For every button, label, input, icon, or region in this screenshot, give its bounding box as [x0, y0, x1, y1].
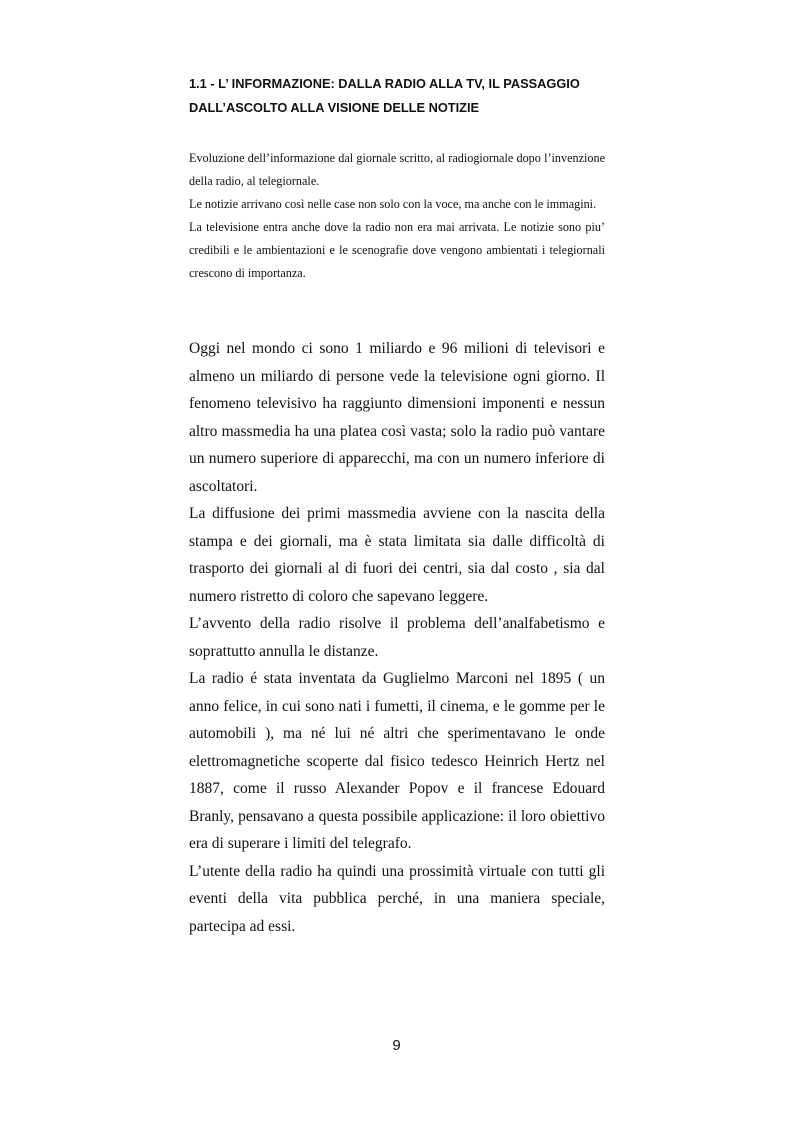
- body-paragraph: L’avvento della radio risolve il problema dell’analfabetismo e soprattutto annulla le distanze.: [189, 615, 605, 660]
- abstract-paragraph: Le notizie arrivano così nelle case non solo con la voce, ma anche con le immagini.: [189, 197, 597, 211]
- section-abstract: [189, 147, 605, 285]
- section-heading: [189, 72, 629, 120]
- body-paragraph: La diffusione dei primi massmedia avviene con la nascita della stampa e dei giornali, ma è stata limitata sia dalle difficoltà di trasporto dei giornali al di fuori dei centri, sia dal costo , sia dal numero ristretto di coloro che sapevano leggere.: [189, 505, 605, 605]
- page-number: 9: [392, 1037, 401, 1054]
- abstract-paragraph: La televisione entra anche dove la radio non era mai arrivata. Le notizie sono piu’ credibili e le ambientazioni e le scenografie dove vengono ambientati i telegiornali crescono di importanza.: [189, 220, 605, 280]
- body-text: [189, 335, 605, 940]
- section-heading-line-2: DALL’ASCOLTO ALLA VISIONE DELLE NOTIZIE: [189, 100, 480, 115]
- abstract-paragraph: Evoluzione dell’informazione dal giornale scritto, al radiogiornale dopo l’invenzione della radio, al telegiornale.: [189, 151, 605, 188]
- body-paragraph: L’utente della radio ha quindi una prossimità virtuale con tutti gli eventi della vita pubblica perché, in una maniera speciale, partecipa ad essi.: [189, 862, 605, 935]
- body-paragraph: Oggi nel mondo ci sono 1 miliardo e 96 milioni di televisori e almeno un miliardo di persone vede la televisione ogni giorno. Il fenomeno televisivo ha raggiunto dimensioni imponenti e nessun altro massmedia ha una platea così vasta; solo la radio può vantare un numero superiore di apparecchi, ma con un numero inferiore di ascoltatori.: [189, 340, 605, 495]
- section-heading-line-1: 1.1 - L’ INFORMAZIONE: DALLA RADIO ALLA TV, IL PASSAGGIO: [189, 76, 580, 91]
- body-paragraph: La radio é stata inventata da Guglielmo Marconi nel 1895 ( un anno felice, in cui sono nati i fumetti, il cinema, e le gomme per le automobili ), ma né lui né altri che sperimentavano le onde elettromagnetiche scoperte dal fisico tedesco Heinrich Hertz nel 1887, come il russo Alexander Popov e il francese Edouard Branly, pensavano a questa possibile applicazione: il loro obiettivo era di superare i limiti del telegrafo.: [189, 670, 605, 852]
